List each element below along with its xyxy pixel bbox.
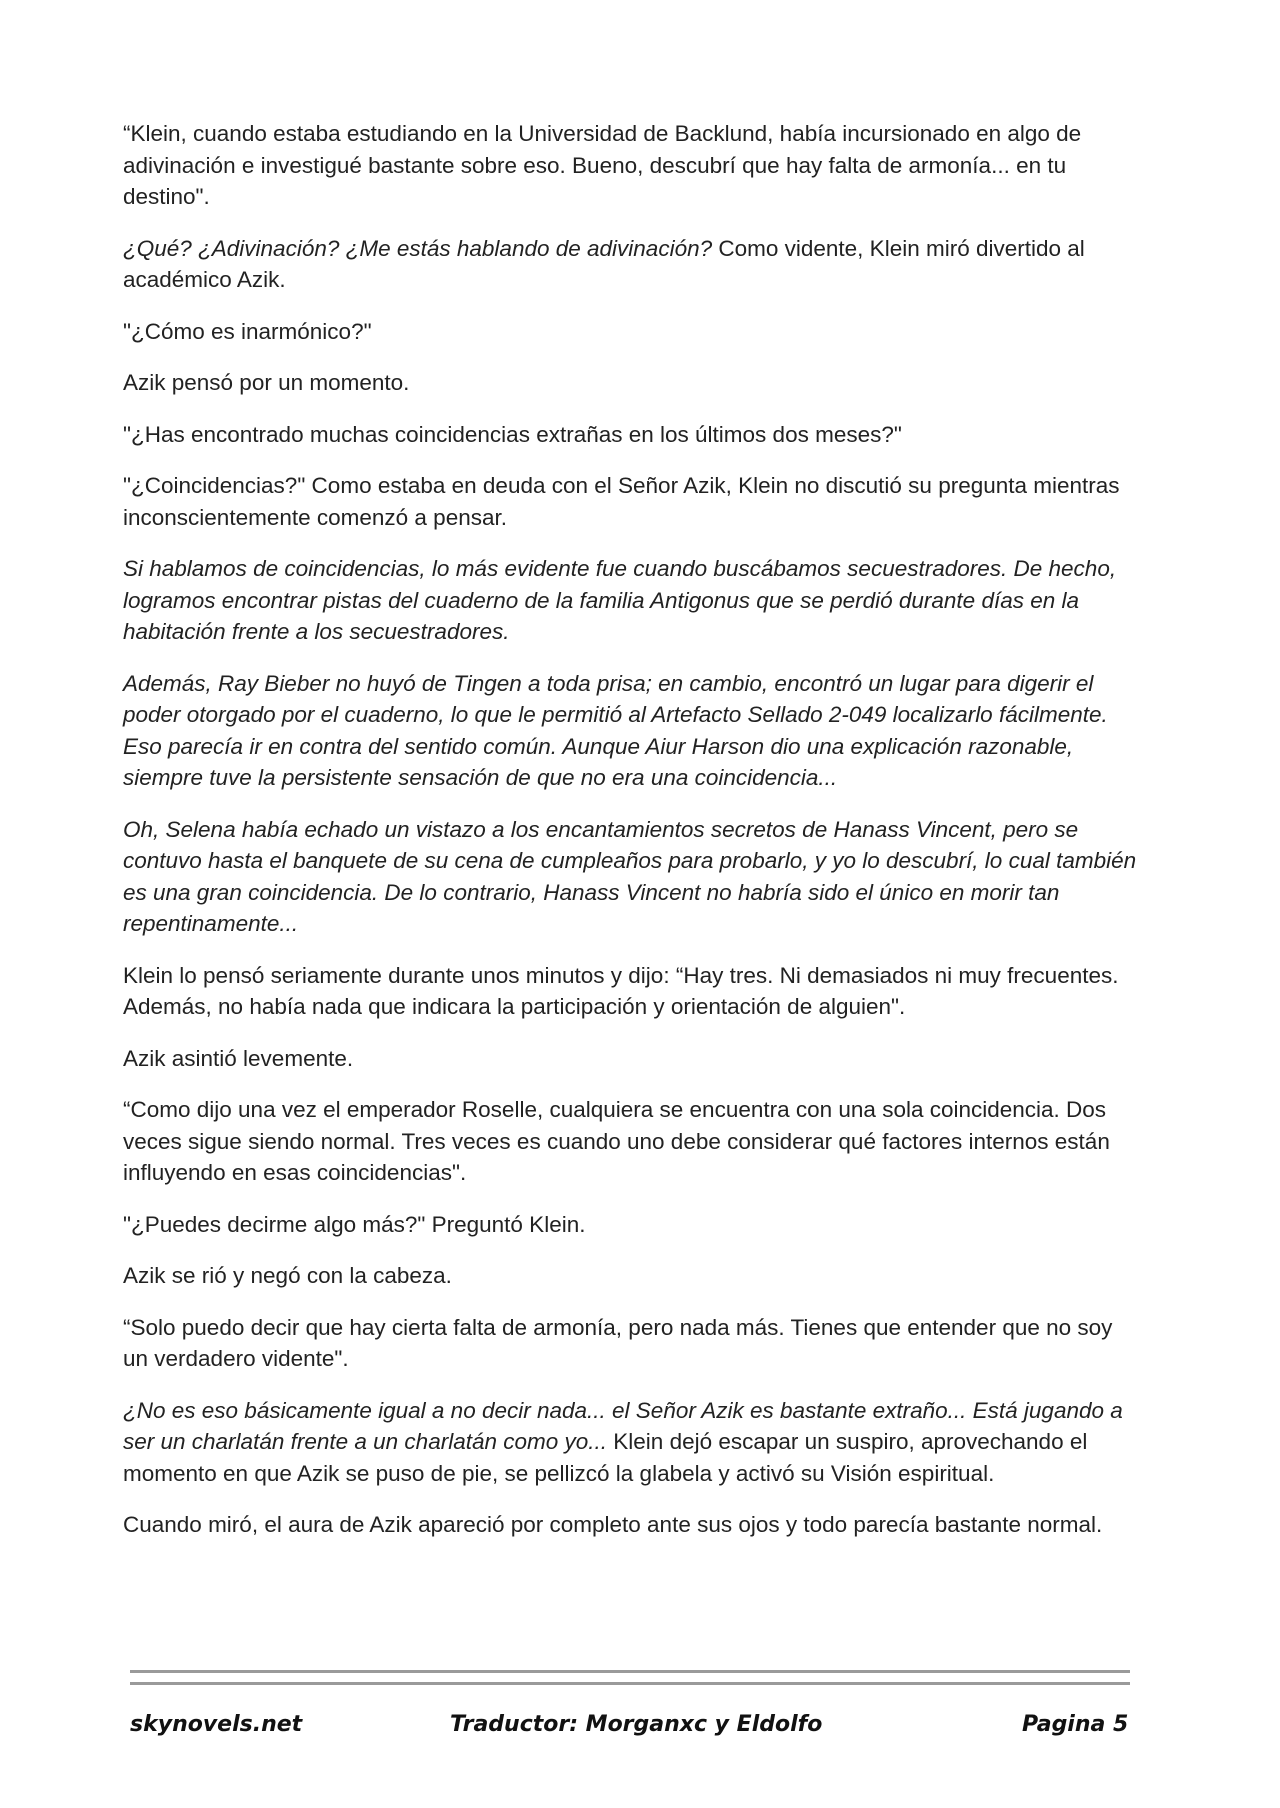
paragraph xyxy=(123,316,1143,348)
paragraph xyxy=(123,233,1143,296)
paragraph xyxy=(123,668,1143,794)
paragraph xyxy=(123,1094,1143,1189)
italic-thought-segment: Además, Ray Bieber no huyó de Tingen a toda prisa; en cambio, encontró un lugar para digerir el poder otorgado por el cuaderno, lo que le permitió al Artefacto Sellado 2-049 localizarlo fácilmente. Eso parecía ir en contra del sentido común. Aunque Aiur Harson dio una explicación razonable, siempre tuve la persistente sensación de que no era una coincidencia... xyxy=(123,670,1108,790)
paragraph xyxy=(123,1509,1143,1541)
text-segment: “Klein, cuando estaba estudiando en la Universidad de Backlund, había incursionado en algo de adivinación e investigué bastante sobre eso. Bueno, descubrí que hay falta de armonía... en tu destino". xyxy=(123,121,1082,209)
italic-thought-segment: ¿Qué? ¿Adivinación? ¿Me estás hablando de adivinación? xyxy=(123,235,713,261)
paragraph xyxy=(123,1043,1143,1075)
footer-translator-credit: Traductor: Morganxc y Eldolfo xyxy=(450,1712,823,1737)
text-segment: Klein lo pensó seriamente durante unos minutos y dijo: “Hay tres. Ni demasiados ni muy frecuentes. Además, no había nada que indicara la participación y orientación de alguien". xyxy=(123,962,1119,1019)
paragraph xyxy=(123,960,1143,1023)
paragraph xyxy=(123,1395,1143,1490)
text-segment: "¿Has encontrado muchas coincidencias extrañas en los últimos dos meses?" xyxy=(123,421,902,447)
text-segment: Klein dejó escapar un suspiro, aprovechando el momento en que Azik se puso de pie, se pellizcó la glabela y activó su Visión espiritual. xyxy=(123,1429,1088,1486)
text-segment: "¿Coincidencias?" Como estaba en deuda con el Señor Azik, Klein no discutió su pregunta mientras inconscientemente comenzó a pensar. xyxy=(123,473,1120,530)
text-segment: Cuando miró, el aura de Azik apareció por completo ante sus ojos y todo parecía bastante normal. xyxy=(123,1512,1103,1537)
paragraph xyxy=(123,553,1143,648)
paragraph xyxy=(123,1260,1143,1292)
text-segment: "¿Puedes decirme algo más?" Preguntó Klein. xyxy=(123,1211,586,1237)
italic-thought-segment: Oh, Selena había echado un vistazo a los encantamientos secretos de Hanass Vincent, pero se contuvo hasta el banquete de su cena de cumpleaños para probarlo, y yo lo descubrí, lo cual también es una gran coincidencia. De lo contrario, Hanass Vincent no habría sido el único en morir tan repentinamente... xyxy=(123,816,1137,936)
text-segment: Como vidente, Klein miró divertido al académico Azik. xyxy=(123,235,1085,292)
paragraph xyxy=(123,1312,1143,1375)
text-segment: Azik se rió y negó con la cabeza. xyxy=(123,1263,452,1288)
footer-site-name: skynovels.net xyxy=(130,1712,303,1737)
italic-thought-segment: ¿No es eso básicamente igual a no decir nada... el Señor Azik es bastante extraño... Está jugando a ser un charlatán frente a un charlatán como yo... xyxy=(123,1397,1123,1454)
text-segment: Azik pensó por un momento. xyxy=(123,370,410,395)
paragraph xyxy=(123,118,1143,213)
text-segment: “Solo puedo decir que hay cierta falta de armonía, pero nada más. Tienes que entender que no soy un verdadero vidente". xyxy=(123,1314,1113,1371)
body-text xyxy=(123,118,1143,1561)
text-segment: "¿Cómo es inarmónico?" xyxy=(123,318,372,344)
footer-divider-top xyxy=(130,1670,1130,1673)
paragraph xyxy=(123,470,1143,533)
paragraph xyxy=(123,1209,1143,1241)
paragraph xyxy=(123,367,1143,399)
footer-page-number: Pagina 5 xyxy=(1022,1712,1129,1737)
italic-thought-segment: Si hablamos de coincidencias, lo más evidente fue cuando buscábamos secuestradores. De hecho, logramos encontrar pistas del cuaderno de la familia Antigonus que se perdió durante días en la habitación frente a los secuestradores. xyxy=(123,556,1117,644)
footer-divider-bottom xyxy=(130,1682,1130,1685)
text-segment: “Como dijo una vez el emperador Roselle, cualquiera se encuentra con una sola coincidencia. Dos veces sigue siendo normal. Tres veces es cuando uno debe considerar qué factores internos están influyendo en esas coincidencias". xyxy=(123,1097,1110,1185)
paragraph xyxy=(123,419,1143,451)
paragraph xyxy=(123,814,1143,940)
text-segment: Azik asintió levemente. xyxy=(123,1045,354,1071)
